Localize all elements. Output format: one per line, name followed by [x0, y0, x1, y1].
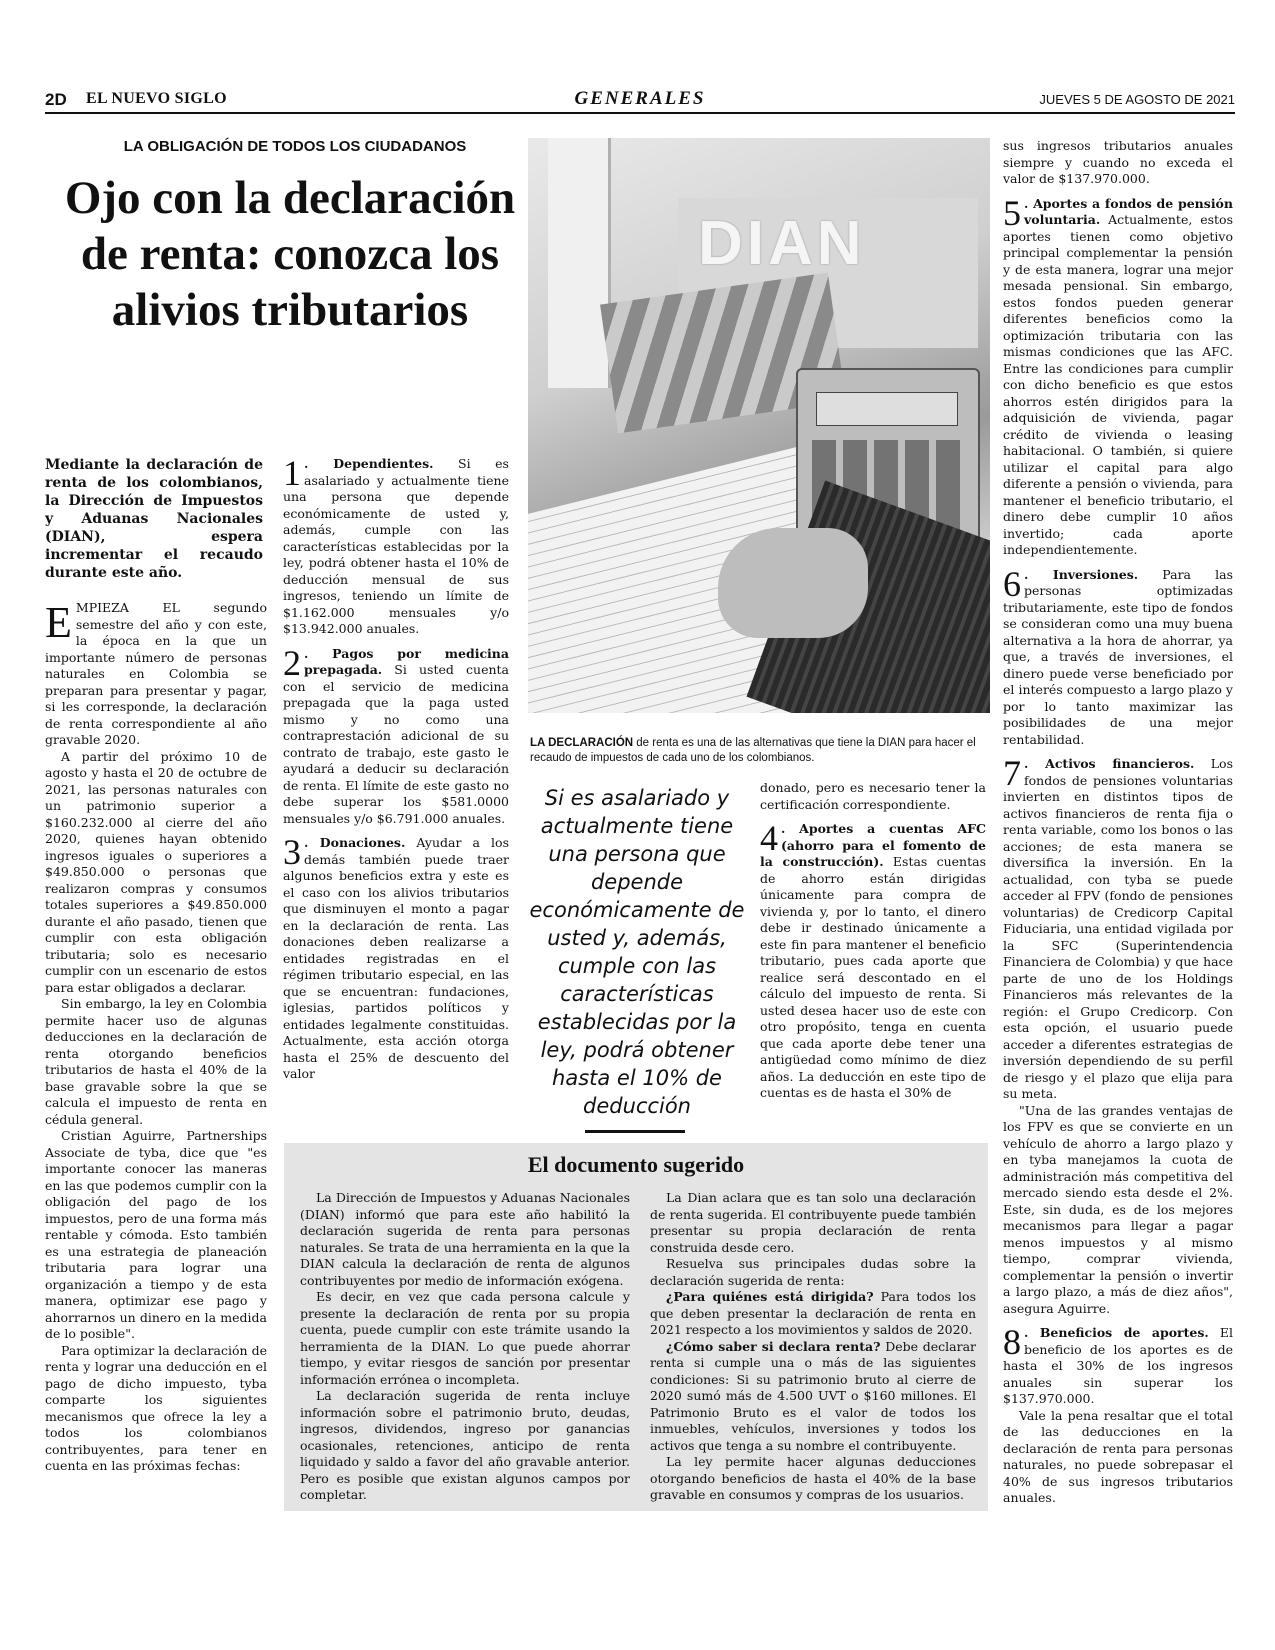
item-text: Si es asalariado y actualmente tiene una persona que depende económicamente de usted y, además, cumple con las características establecidas por la ley, podrá obtener hasta el 10% de deducción mensual de sus ingresos, teniendo un límite de $1.162.000 mensuales y/o $13.942.000 anuales. — [283, 456, 509, 636]
item-text: Ayudar a los demás también puede traer algunos beneficios extra y este es el caso con los alivios tributarios que disminuyen el monto a pagar en la declaración de renta. Las donaciones deben realizarse a entidades registradas en el régimen tributario especial, en las que se encuentran: fundaciones, iglesias, partidos políticos y entidades legalmente constituidas. Actualmente, esta acción otorga hasta el 25% de descuento del valor — [283, 835, 509, 1081]
item-number: 1 — [283, 453, 301, 493]
pull-quote-rule — [585, 1130, 685, 1133]
calculator-screen — [816, 392, 958, 426]
faq-answer: Para todos los que deben presentar la declaración de renta en 2021 respecto a los movimientos y saldos de 2020. — [650, 1289, 976, 1337]
item-title: . Beneficios de aportes. — [1024, 1325, 1209, 1340]
photo-caption — [530, 736, 990, 766]
paragraph: A partir del próximo 10 de agosto y hasta el 20 de octubre de 2021, las personas naturales con un patrimonio superior a $160.232.000 al cierre del año 2020, quienes hayan obtenido ingresos iguales o superiores a $49.850.000 o personas que realizaron compras y consumos totales superiores a $49.850.000 durante el año pasado, tienen que cumplir con esta obligación tributaria; solo es necesario cumplir con un escenario de estos para estar obligados a declarar. — [45, 748, 267, 995]
paragraph: Es decir, en vez que cada persona calcule y presente la declaración de renta por su propia cuenta, puede cumplir con este trámite usando la herramienta de la DIAN. Lo que puede ahorrar tiempo, y evitar riesgos de sanción por presentar información errónea o incompleta. — [300, 1289, 630, 1387]
item-number: 4 — [760, 818, 778, 858]
item-number: 6 — [1003, 563, 1021, 604]
sidebar-column-1 — [300, 1190, 630, 1504]
paragraph: Cristian Aguirre, Partnerships Associate de tyba, dice que "es importante conocer las maneras en las que podemos cumplir con la obligación del pago de los impuestos, pero de una forma más rentable y cómoda. Esto también es una estrategia de planeación tributaria para lograr una organización a tiempo y de esta manera, optimizar ese pago y ahorrarnos un dinero en la medida de lo posible". — [45, 1128, 267, 1341]
faq-item — [650, 1339, 976, 1455]
item-title: . Aportes a cuentas AFC (ahorro para el fomento de la construcción). — [760, 821, 986, 869]
item-title: . Activos financieros. — [1024, 756, 1195, 771]
paragraph: La declaración sugerida de renta incluye información sobre el patrimonio bruto, deudas, ingresos, dividendos, ingreso por ganancias ocasionales, retenciones, anticipo de renta liquidado y saldo a favor del año gravable anterior. Pero es posible que existan algunos campos por completar. — [300, 1388, 630, 1502]
article-headline: Ojo con la declaración de renta: conozca los alivios tributarios — [64, 172, 516, 336]
column-1 — [45, 600, 267, 1475]
item-title: . Pagos por medicina prepagada. — [304, 645, 509, 677]
item-2 — [283, 642, 509, 828]
item-text: Los fondos de pensiones voluntarias invierten en distintos tipos de activos financieros de renta fija o renta variable, como los bonos o las acciones; de esta manera se diversifica la inversión. En la actualidad, con tyba se puede acceder al FPV (fondo de pensiones voluntarias) de Credicorp Capital Fiduciaria, una entidad vigilada por la SFC (Superintendencia Financiera de Colombia) y que hace parte de uno de los Holdings Financieros más relevantes de la región: el Grupo Credicorp. Con esta opción, el usuario puede acceder a diferentes estrategias de inversión dependiendo de su perfil de riesgo y el plazo que elija para su meta. — [1003, 756, 1233, 1101]
item-4-continued: sus ingresos tributarios anuales siempre y cuando no exceda el valor de $137.970.000. — [1003, 138, 1233, 186]
caption-text: de renta es una de las alternativas que tiene la DIAN para hacer el recaudo de impuestos de cada uno de los colombianos. — [530, 737, 976, 764]
item-number: 8 — [1003, 1322, 1021, 1362]
item-5 — [1003, 192, 1233, 559]
item-number: 7 — [1003, 753, 1021, 793]
page-number: 2D — [45, 90, 67, 109]
faq-answer: Debe declarar renta si cumple una o más de las siguientes condiciones: Si su patrimonio bruto al cierre de 2020 sumó más de 4.500 UVT o $160 millones. El Patrimonio Bruto es el valor de todos los inmuebles, vehículos, inversiones y todos los activos que tenga a su nombre el contribuyente. — [650, 1338, 976, 1453]
item-4 — [760, 818, 986, 1102]
hand-image — [718, 528, 868, 638]
pull-quote: Si es asalariado y actualmente tiene una persona que depende económicamente de usted y, además, cumple con las características establecidas por la ley, podrá obtener hasta el 10% de deducción — [529, 786, 745, 1118]
faq-question: ¿Cómo saber si declara renta? — [666, 1338, 881, 1354]
publication-name: EL NUEVO SIGLO — [86, 90, 227, 107]
item-text: Actualmente, estos aportes tienen como objetivo principal complementar la pensión y de esta manera, lograr una mejor mesada pensional. Sin embargo, estos fondos pueden generar diferentes beneficios como la optimización tributaria con las mismas condiciones que las AFC. Entre las condiciones para cumplir con dicho beneficio es que estos ahorros estén dirigidos para la adquisición de vivienda, pagar crédito de vivienda o leasing habitacional. O también, si quiere utilizar el capital para algo diferente a pensión o vivienda, para mantener el beneficio tributario, el dinero debe cumplir 10 años invertido; cada aporte independientemente. — [1003, 212, 1233, 557]
closing-paragraph: Vale la pena resaltar que el total de las deducciones en la declaración de renta para personas naturales, no puede sobrepasar el 40% de sus ingresos tributarios anuales. — [1003, 1407, 1233, 1505]
item-3-continued: donado, pero es necesario tener la certificación correspondiente. — [760, 780, 986, 812]
article-photo — [528, 138, 990, 713]
column-4 — [1003, 138, 1233, 1507]
article-kicker: LA OBLIGACIÓN DE TODOS LOS CIUDADANOS — [123, 138, 467, 155]
paragraph: La Dirección de Impuestos y Aduanas Nacionales (DIAN) informó que para este año habilitó la declaración sugerida de renta para personas naturales. Se trata de una herramienta en la que la DIAN calcula la declaración de renta de algunos contribuyentes por medio de información exógena. — [300, 1190, 630, 1288]
dian-sign-text: DIAN — [698, 209, 866, 278]
building-column — [548, 138, 611, 388]
item-number: 2 — [283, 642, 301, 683]
paragraph: Sin embargo, la ley en Colombia permite hacer uso de algunas deducciones en la declaración de renta otorgando beneficios tributarios de hasta el 40% de la base gravable sobre la que se calcula el impuesto de renta en cédula general. — [45, 996, 267, 1127]
sidebar-title: El documento sugerido — [527, 1152, 745, 1177]
paragraph: "Una de las grandes ventajas de los FPV es que se convierte en un vehículo de ahorro a largo plazo y en tyba manejamos la cuota de administración más competitiva del mercado siendo esta desde el 2%. Este, sin duda, es de los mejores mecanismos para llegar a pagar menos impuestos y al mismo tiempo, comprar vivienda, complementar la pensión o invertir a largo plazo, a más de diez años", asegura Aguirre. — [1003, 1102, 1233, 1316]
article-lead: Mediante la declaración de renta de los colombianos, la Dirección de Impuestos y Aduanas Nacionales (DIAN), espera incrementar el recaudo durante este año. — [45, 457, 263, 581]
item-title: . Dependientes. — [304, 456, 434, 471]
header-rule — [45, 112, 1235, 114]
column-2 — [283, 453, 509, 1083]
item-text: Estas cuentas de ahorro están dirigidas únicamente para compra de vivienda y, por lo tanto, el dinero debe ir destinado únicamente a este fin para mantener el beneficio tributario, pues cada aporte que realice será descontado en el cálculo del impuesto de renta. Si usted desea hacer uso de este con otro propósito, tenga en cuenta que cada aporte debe tener una antigüedad como mínimo de diez años. La deducción en este tipo de cuentas es de hasta el 30% de — [760, 854, 986, 1100]
paragraph: Resuelva sus principales dudas sobre la declaración sugerida de renta: — [650, 1256, 976, 1288]
paragraph: Para optimizar la declaración de renta y lograr una deducción en el pago de dicho impuesto, tyba comparte los siguientes mecanismos que ofrece la ley a todos los colombianos contribuyentes, para tener en cuenta en las próximas fechas: — [45, 1342, 267, 1473]
sidebar-column-2 — [650, 1190, 976, 1504]
item-text: Para las personas optimizadas tributariamente, este tipo de fondos se consideran como una muy buena alternativa a la hora de ahorrar, ya que, a través de inversiones, el dinero puede verse beneficiado por el interés compuesto a largo plazo y por lo tanto maximizar las posibilidades de una mejor rentabilidad. — [1003, 566, 1233, 747]
item-8 — [1003, 1322, 1233, 1408]
item-3 — [283, 832, 509, 1083]
paragraph: La ley permite hacer algunas deducciones otorgando beneficios de hasta el 40% de la base gravable en consumos y compras de los usuarios. — [650, 1454, 976, 1502]
item-text: Si usted cuenta con el servicio de medicina prepagada que la paga usted mismo y no como una contraprestación adicional de su contrato de trabajo, este gasto le ayudará a deducir su declaración de renta. El límite de este gasto no debe superar los $581.0000 mensuales y/o $6.791.000 anuales. — [283, 662, 509, 826]
item-title: . Aportes a fondos de pensión voluntaria. — [1024, 195, 1233, 227]
item-text: El beneficio de los aportes es de hasta el 30% de los ingresos anuales sin superar los $137.970.000. — [1003, 1325, 1233, 1406]
paragraph: La Dian aclara que es tan solo una declaración de renta sugerida. El contribuyente puede también presentar su propia declaración de renta construida desde cero. — [650, 1190, 976, 1255]
drop-cap: E — [45, 598, 72, 647]
item-title: . Donaciones. — [304, 835, 406, 850]
item-6 — [1003, 563, 1233, 749]
issue-date: JUEVES 5 DE AGOSTO DE 2021 — [1039, 92, 1235, 107]
section-name: GENERALES — [574, 88, 706, 109]
item-title: . Inversiones. — [1024, 566, 1139, 582]
faq-question: ¿Para quiénes está dirigida? — [666, 1289, 874, 1304]
item-1 — [283, 453, 509, 638]
opening-text: MPIEZA EL segundo semestre del año y con este, la época en la que un importante número de personas naturales en Colombia se preparan para presentar y pagar, si les corresponde, la declaración de renta correspondiente al año gravable 2020. — [45, 600, 267, 747]
opening-paragraph — [45, 600, 267, 749]
item-number: 3 — [283, 832, 301, 872]
item-7 — [1003, 753, 1233, 1103]
faq-item — [650, 1289, 976, 1339]
column-3 — [760, 780, 986, 1102]
item-number: 5 — [1003, 192, 1021, 233]
caption-bold: LA DECLARACIÓN — [530, 737, 634, 749]
